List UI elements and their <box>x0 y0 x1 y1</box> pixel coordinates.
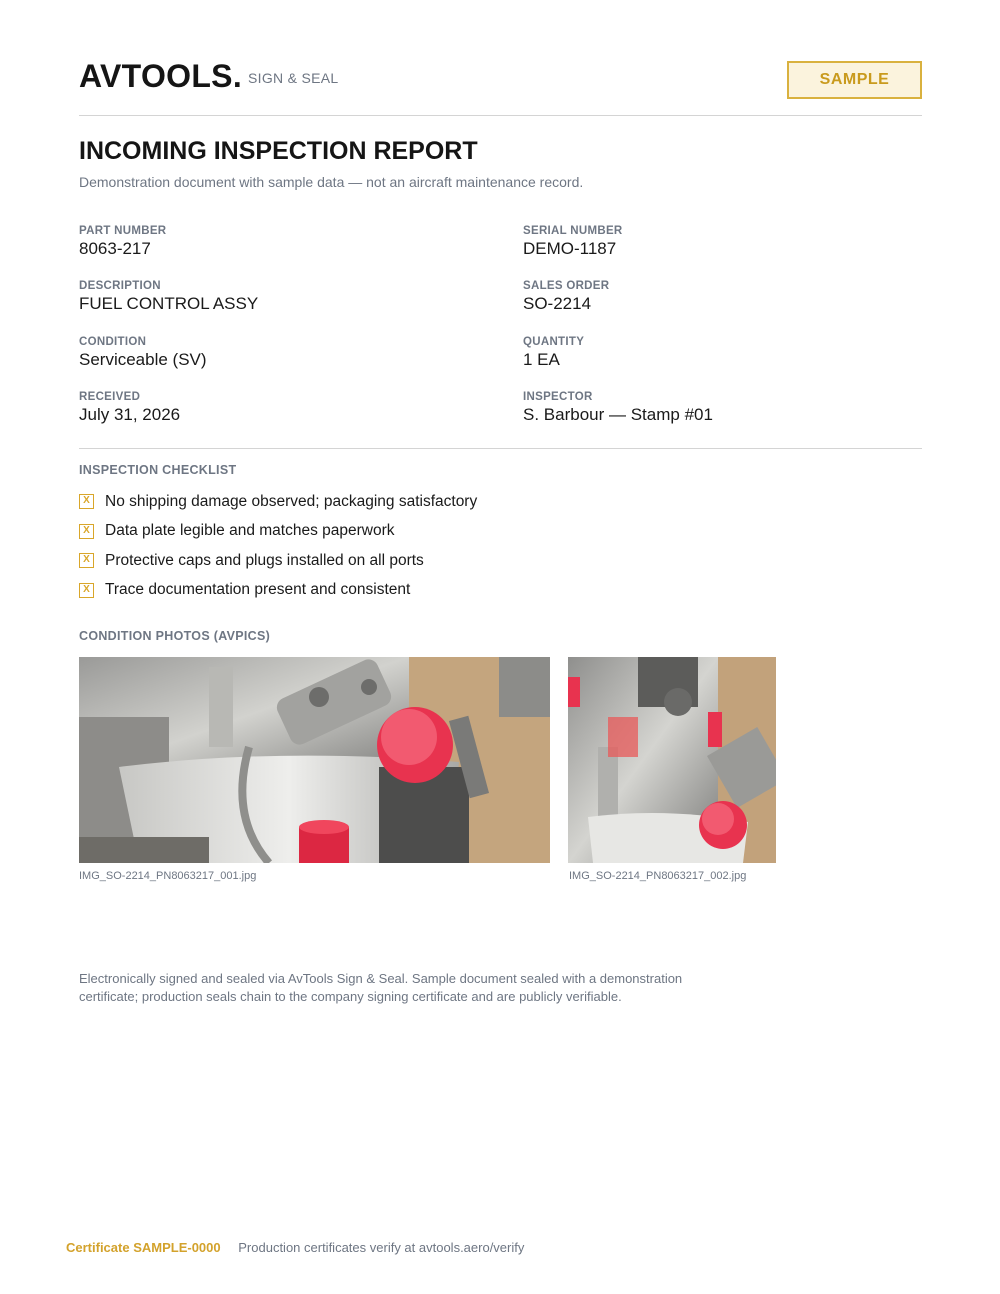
field-value: DEMO-1187 <box>523 239 617 258</box>
field-inspector <box>523 391 713 425</box>
checklist-item <box>79 576 477 606</box>
field-label: DESCRIPTION <box>79 280 161 292</box>
field-value: July 31, 2026 <box>79 405 181 424</box>
fuel-control-photo-icon <box>79 657 550 863</box>
certificate-footer <box>66 1240 524 1255</box>
field-label: RECEIVED <box>79 391 141 403</box>
field-value: 8063-217 <box>79 239 151 258</box>
checklist-item-text: Protective caps and plugs installed on all ports <box>105 551 424 569</box>
checkbox-checked-icon: X <box>79 494 94 509</box>
signature-note: Electronically signed and sealed via AvTools Sign & Seal. Sample document sealed with a demonstration certificate; production seals chain to the company signing certificate and are publicly verifiable. <box>79 971 683 1004</box>
field-value: SO-2214 <box>523 294 592 313</box>
checkbox-checked-icon: X <box>79 553 94 568</box>
fuel-control-photo-icon <box>568 657 776 863</box>
field-received <box>79 391 180 425</box>
field-label: SERIAL NUMBER <box>523 225 623 237</box>
field-value: 1 EA <box>523 350 560 369</box>
field-serial-number <box>523 225 623 259</box>
checklist-item <box>79 546 477 576</box>
document-header <box>79 56 922 116</box>
certificate-id: Certificate SAMPLE-0000 <box>66 1240 221 1255</box>
photos-title: CONDITION PHOTOS (AVPICS) <box>79 629 271 643</box>
verify-text: Production certificates verify at avtools.aero/verify <box>238 1240 525 1255</box>
section-divider <box>79 448 922 449</box>
field-label: QUANTITY <box>523 336 585 348</box>
checklist-title: INSPECTION CHECKLIST <box>79 463 237 477</box>
report-title: INCOMING INSPECTION REPORT <box>79 137 478 165</box>
photo-caption: IMG_SO-2214_PN8063217_001.jpg <box>79 870 257 882</box>
brand-subtitle: SIGN & SEAL <box>248 70 339 86</box>
field-value: S. Barbour — Stamp #01 <box>523 405 713 424</box>
checkbox-checked-icon: X <box>79 524 94 539</box>
field-condition <box>79 336 207 370</box>
field-label: PART NUMBER <box>79 225 167 237</box>
field-value: FUEL CONTROL ASSY <box>79 294 259 313</box>
field-sales-order <box>523 280 609 314</box>
condition-photo-1[interactable] <box>79 657 550 863</box>
field-quantity <box>523 336 584 370</box>
inspection-checklist <box>79 487 477 605</box>
field-description <box>79 280 258 314</box>
checklist-item <box>79 487 477 517</box>
report-subtitle: Demonstration document with sample data — not an aircraft maintenance record. <box>79 174 584 190</box>
checklist-item-text: Trace documentation present and consistent <box>105 581 411 599</box>
photo-caption: IMG_SO-2214_PN8063217_002.jpg <box>569 870 747 882</box>
sample-badge: SAMPLE <box>787 61 922 99</box>
checklist-item-text: Data plate legible and matches paperwork <box>105 522 395 540</box>
field-label: SALES ORDER <box>523 280 610 292</box>
field-label: CONDITION <box>79 336 147 348</box>
field-part-number <box>79 225 166 259</box>
field-value: Serviceable (SV) <box>79 350 207 369</box>
checklist-item <box>79 517 477 547</box>
field-label: INSPECTOR <box>523 391 593 403</box>
checklist-item-text: No shipping damage observed; packaging satisfactory <box>105 492 478 510</box>
checkbox-checked-icon: X <box>79 583 94 598</box>
brand-logo: AVTOOLS. <box>79 58 243 94</box>
condition-photo-2[interactable] <box>568 657 776 863</box>
